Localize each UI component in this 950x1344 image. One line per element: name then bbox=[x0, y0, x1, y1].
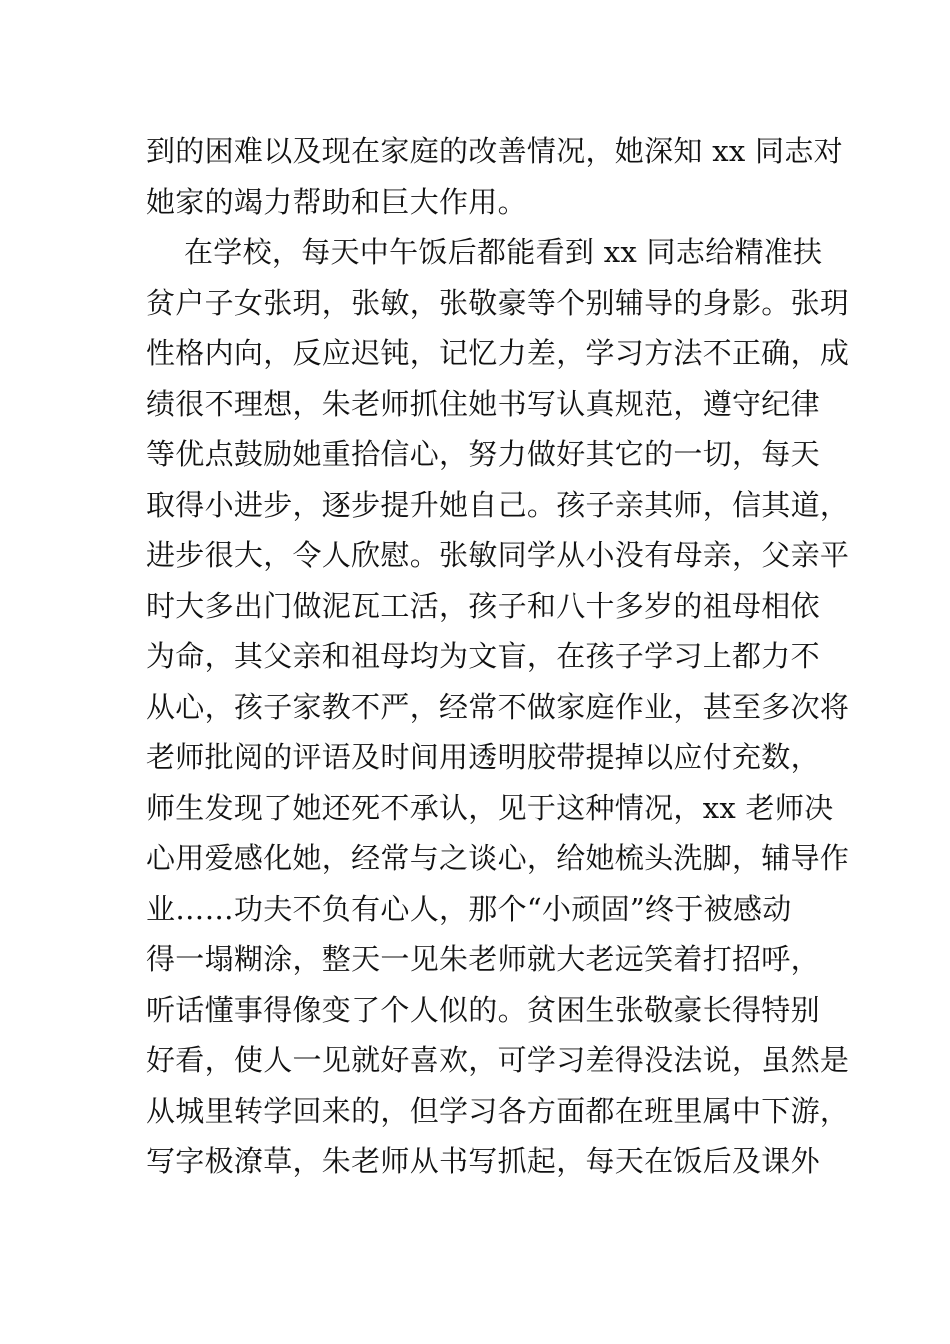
text-line: 心用爱感化她，经常与之谈心，给她梳头洗脚，辅导作 bbox=[146, 841, 850, 875]
text-line: 从城里转学回来的，但学习各方面都在班里属中下游， bbox=[146, 1093, 850, 1128]
text-line: 听话懂事得像变了个人似的。贫困生张敬豪长得特别 bbox=[146, 992, 820, 1027]
text-line: 到的困难以及现在家庭的改善情况，她深知 xx 同志对 bbox=[146, 134, 843, 168]
text-line: 等优点鼓励她重拾信心，努力做好其它的一切，每天 bbox=[146, 437, 820, 471]
text-line: 贫户子女张玥，张敏，张敬豪等个别辅导的身影。张玥 bbox=[146, 285, 850, 320]
text-line: 从心，孩子家教不严，经常不做家庭作业，甚至多次将 bbox=[146, 689, 850, 724]
text-line: 进步很大，令人欣慰。张敏同学从小没有母亲，父亲平 bbox=[146, 538, 850, 572]
paragraph-first-line: 在学校，每天中午饭后都能看到 xx 同志给精准扶 bbox=[184, 235, 823, 269]
text-line: 绩很不理想，朱老师抓住她书写认真规范，遵守纪律 bbox=[146, 386, 820, 421]
text-line: 写字极潦草，朱老师从书写抓起，每天在饭后及课外 bbox=[146, 1144, 820, 1178]
text-line: 性格内向，反应迟钝，记忆力差，学习方法不正确，成 bbox=[146, 336, 850, 370]
text-line: 取得小进步，逐步提升她自己。孩子亲其师，信其道， bbox=[146, 487, 850, 522]
document-body bbox=[146, 126, 850, 1187]
text-line: 业……功夫不负有心人，那个“小顽固”终于被感动 bbox=[146, 891, 792, 926]
text-line: 老师批阅的评语及时间用透明胶带提掉以应付充数， bbox=[146, 740, 820, 774]
text-line: 她家的竭力帮助和巨大作用。 bbox=[146, 184, 527, 219]
text-line: 时大多出门做泥瓦工活，孩子和八十多岁的祖母相依 bbox=[146, 588, 820, 623]
text-line: 师生发现了她还死不承认，见于这种情况，xx 老师决 bbox=[146, 790, 834, 825]
text-line: 为命，其父亲和祖母均为文盲，在孩子学习上都力不 bbox=[146, 639, 820, 673]
text-line: 好看，使人一见就好喜欢，可学习差得没法说，虽然是 bbox=[146, 1043, 850, 1077]
text-line: 得一塌糊涂，整天一见朱老师就大老远笑着打招呼， bbox=[146, 942, 820, 976]
